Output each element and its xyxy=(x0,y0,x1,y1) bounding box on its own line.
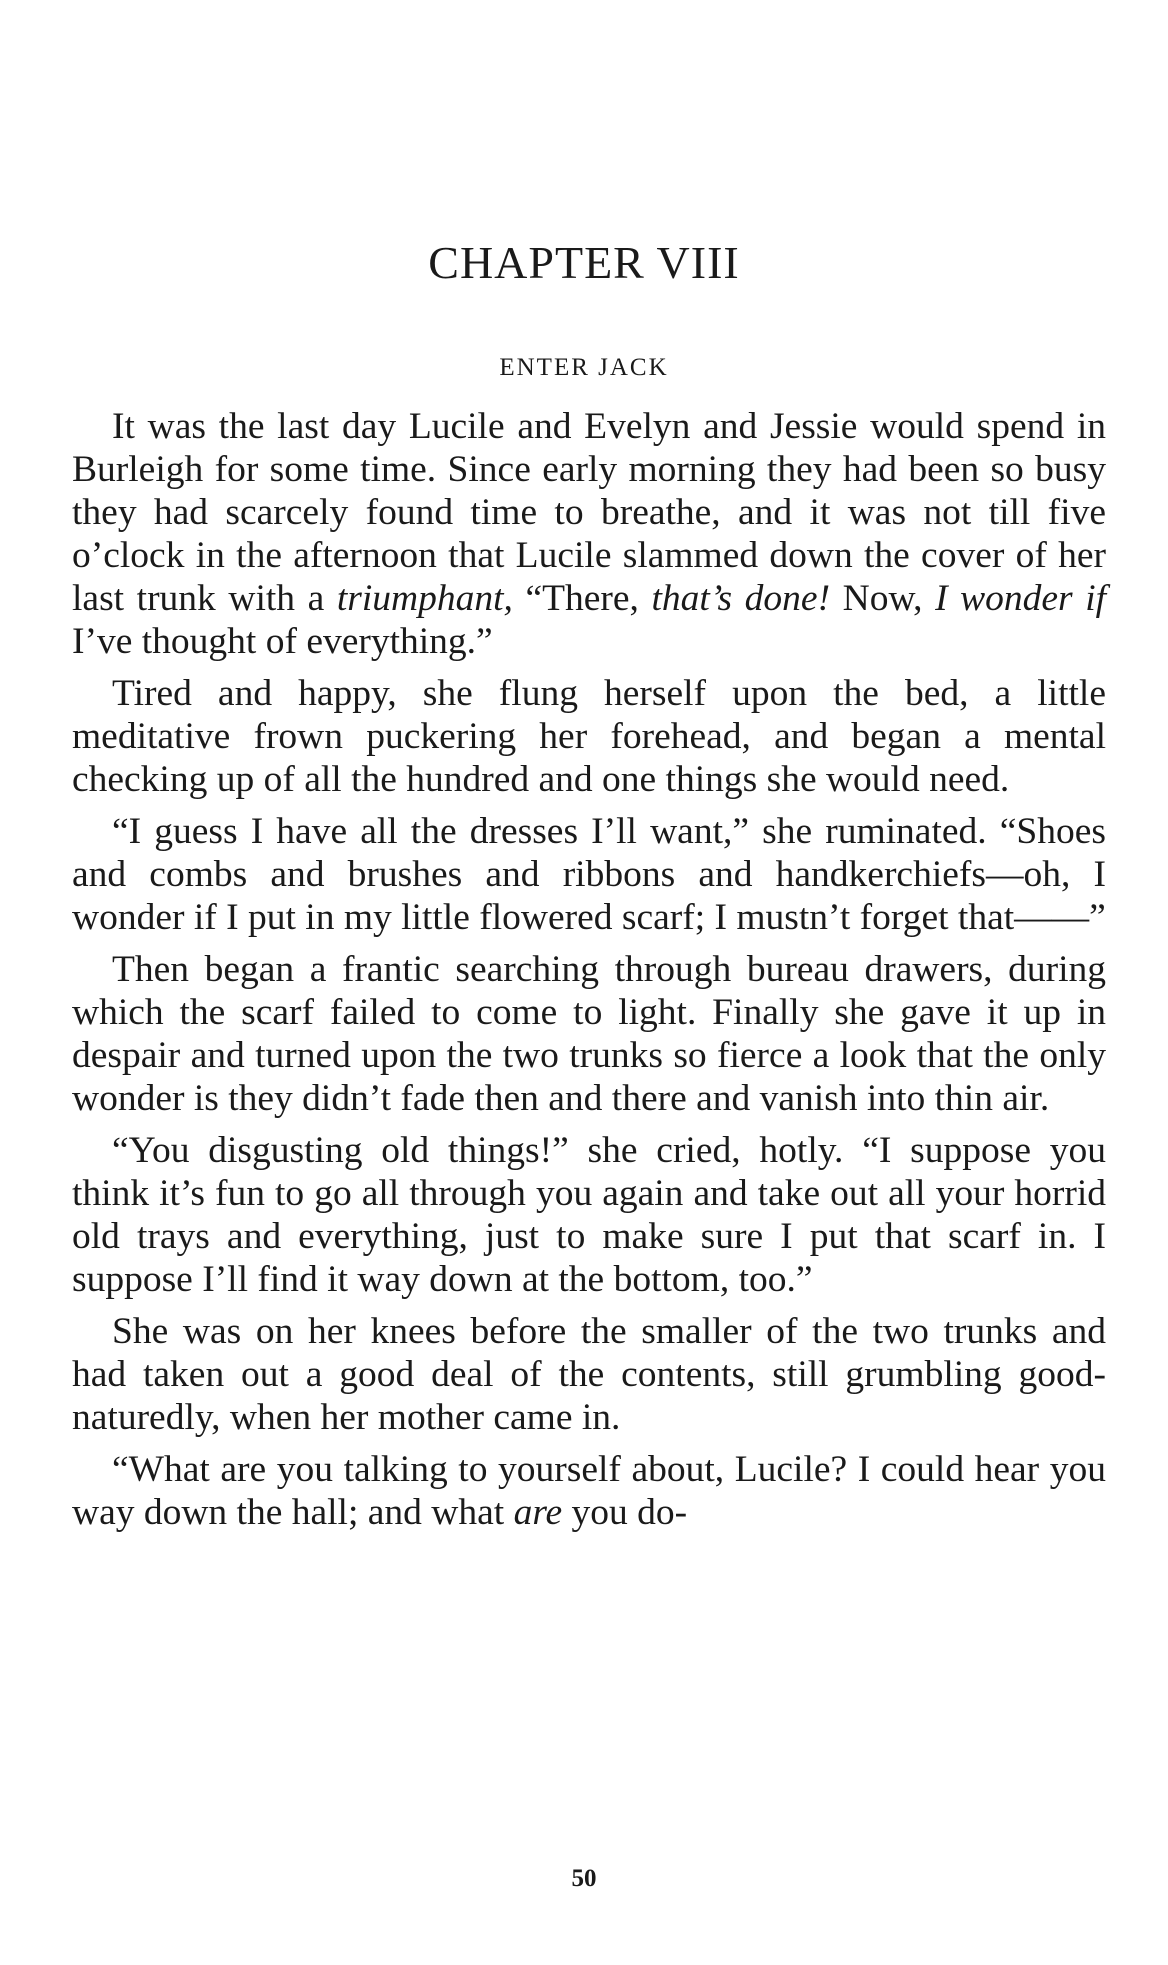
paragraph xyxy=(72,672,1106,801)
italic-text: I wonder if xyxy=(935,578,1107,619)
chapter-body-text xyxy=(72,405,1106,1534)
chapter-title: CHAPTER VIII xyxy=(428,237,740,288)
text-segment: Now, xyxy=(830,578,936,619)
text-segment: I’ve thought of everything.” xyxy=(72,621,493,662)
italic-text: that’s done! xyxy=(651,578,831,619)
text-segment: “You disgusting old things!” she cried, hotly. “I suppose you think it’s fun to go all through you again and take out all your horrid old trays and everything, just to make sure I put that scarf in. I suppose I’ll find it way down at the bottom, too.” xyxy=(72,1130,1106,1300)
paragraph xyxy=(72,1448,1106,1534)
italic-text: are xyxy=(513,1492,563,1533)
paragraph xyxy=(72,405,1106,663)
text-segment: Then began a frantic searching through bureau drawers, during which the scarf failed to come to light. Finally she gave it up in despair and turned upon the two trunks so fierce a look that the only wonder is they didn’t fade then and there and vanish into thin air. xyxy=(72,949,1106,1119)
paragraph xyxy=(72,1310,1106,1439)
text-segment: “What are you talking to yourself about, Lucile? I could hear you way down the hall; and what xyxy=(72,1449,1106,1533)
page-number: 50 xyxy=(571,1865,597,1892)
paragraph xyxy=(72,810,1106,939)
text-segment: “I guess I have all the dresses I’ll want,” she ruminated. “Shoes and combs and brushes and ribbons and handkerchiefs—oh, I wonder if I put in my little flowered scarf; I mustn’t forget that——” xyxy=(72,811,1106,938)
text-segment: Tired and happy, she flung herself upon the bed, a little meditative frown puckering her forehead, and began a mental checking up of all the hundred and one things she would need. xyxy=(72,673,1106,800)
paragraph xyxy=(72,948,1106,1120)
text-segment: you do- xyxy=(562,1492,688,1533)
italic-text: triumphant, xyxy=(336,578,513,619)
text-segment: “There, xyxy=(512,578,652,619)
paragraph xyxy=(72,1129,1106,1301)
chapter-subtitle: ENTER JACK xyxy=(499,354,669,381)
text-segment: She was on her knees before the smaller of the two trunks and had taken out a good deal of the contents, still grumbling good-naturedly, when her mother came in. xyxy=(72,1311,1106,1438)
text-segment: It was the last day Lucile and Evelyn and Jessie would spend in Burleigh for some time. Since early morning they had been so busy they had scarcely found time to breathe, and it was not till five o’clock in the afternoon that Lucile slammed down the cover of her last trunk with a xyxy=(72,406,1106,619)
